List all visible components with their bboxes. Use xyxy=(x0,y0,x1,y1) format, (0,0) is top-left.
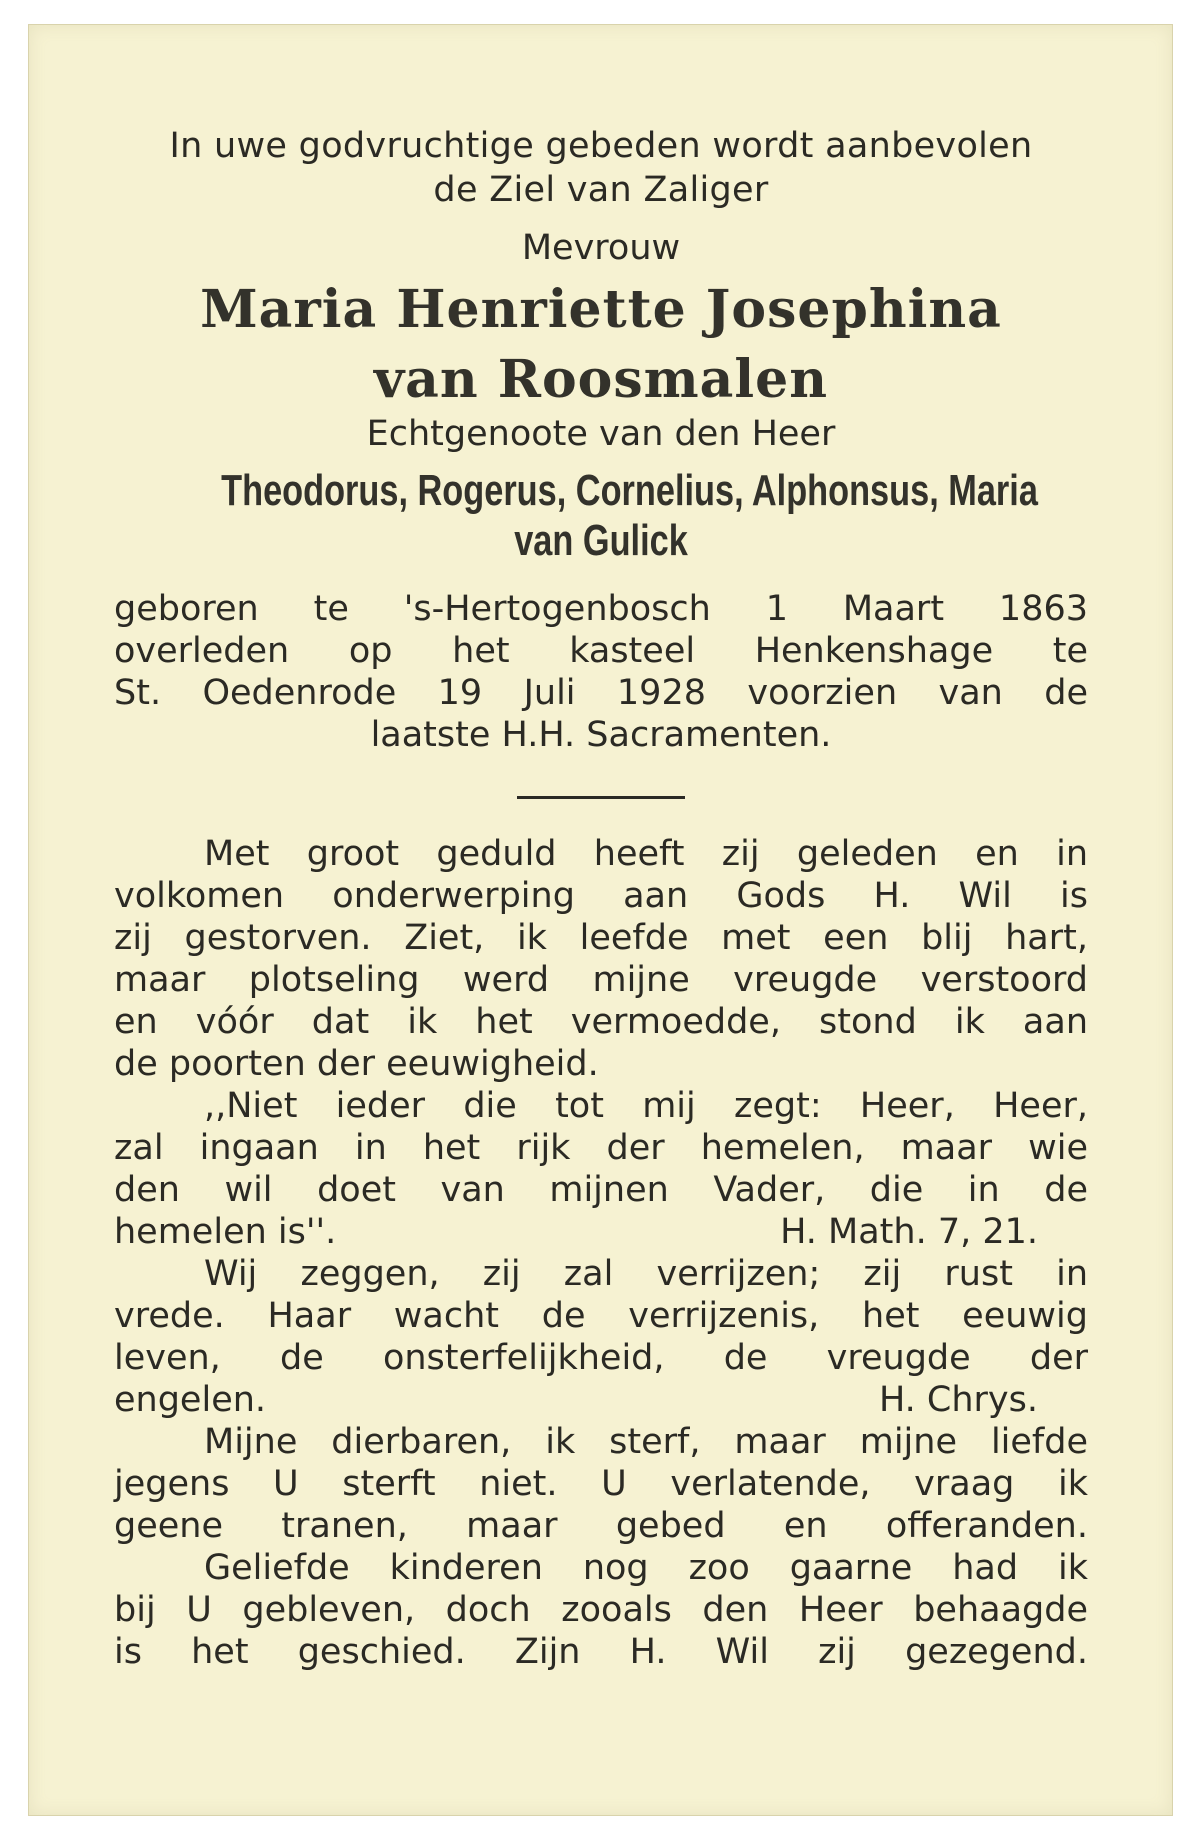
verse-3 xyxy=(114,1253,1088,1421)
verse-line: jegens U sterft niet. U verlatende, vraag ik xyxy=(114,1464,1088,1504)
spouse-name-line-2: van Gulick xyxy=(514,516,688,565)
verse-line: ,,Niet ieder die tot mij zegt: Heer, Heer, xyxy=(204,1086,1088,1126)
header-line-2: de Ziel van Zaliger xyxy=(433,170,769,210)
deceased-name-line-1: Maria Henriette Josephina xyxy=(200,279,1002,340)
spouse-intro: Echtgenoote van den Heer xyxy=(366,414,836,454)
card-content xyxy=(114,124,1088,1673)
verse-line: de poorten der eeuwigheid. xyxy=(114,1044,599,1084)
vital-line: geboren te 's-Hertogenbosch 1 Maart 1863 xyxy=(114,589,1088,629)
deceased-name-line-2: van Roosmalen xyxy=(373,349,829,410)
verse-line: Geliefde kinderen nog zoo gaarne had ik xyxy=(204,1548,1088,1588)
prayer-card xyxy=(28,24,1173,1816)
header-line-1: In uwe godvruchtige gebeden wordt aanbevolen xyxy=(169,126,1033,166)
verse-line: Mijne dierbaren, ik sterf, maar mijne liefde xyxy=(204,1422,1088,1462)
verse-line: leven, de onsterfelijkheid, de vreugde der xyxy=(114,1338,1088,1378)
vital-line: laatste H.H. Sacramenten. xyxy=(370,715,832,755)
verse-line: geene tranen, maar gebed en offeranden. xyxy=(114,1506,1088,1546)
verse-2 xyxy=(114,1085,1088,1253)
verse-4 xyxy=(114,1421,1088,1547)
verse-line: is het geschied. Zijn H. Wil zij gezegend. xyxy=(114,1632,1088,1672)
verse-line: hemelen is''. xyxy=(114,1212,337,1252)
verse-line: Met groot geduld heeft zij geleden en in xyxy=(204,834,1088,874)
verse-line: zij gestorven. Ziet, ik leefde met een blij hart, xyxy=(114,918,1088,958)
scripture-reference: H. Math. 7, 21. xyxy=(780,1212,1038,1252)
verse-line: bij U gebleven, doch zooals den Heer behaagde xyxy=(114,1590,1088,1630)
divider-rule xyxy=(517,796,685,799)
verse-1 xyxy=(114,833,1088,1085)
verse-line: engelen. xyxy=(114,1380,267,1420)
verse-5 xyxy=(114,1547,1088,1673)
verse-line: den wil doet van mijnen Vader, die in de xyxy=(114,1170,1088,1210)
scripture-reference: H. Chrys. xyxy=(878,1380,1038,1420)
verse-line: maar plotseling werd mijne vreugde verstoord xyxy=(114,960,1088,1000)
verse-line: zal ingaan in het rijk der hemelen, maar wie xyxy=(114,1128,1088,1168)
vital-line: overleden op het kasteel Henkenshage te xyxy=(114,631,1088,671)
verse-line: vrede. Haar wacht de verrijzenis, het eeuwig xyxy=(114,1296,1088,1336)
verse-line: volkomen onderwerping aan Gods H. Wil is xyxy=(114,876,1088,916)
verse-line: Wij zeggen, zij zal verrijzen; zij rust in xyxy=(204,1254,1088,1294)
honorific-title: Mevrouw xyxy=(521,228,681,268)
vital-record xyxy=(114,588,1088,756)
verse-line-with-reference xyxy=(114,1211,1088,1253)
verse-line-with-reference xyxy=(114,1379,1088,1421)
verse-line: en vóór dat ik het vermoedde, stond ik aan xyxy=(114,1002,1088,1042)
spouse-name-line-1: Theodorus, Rogerus, Cornelius, Alphonsus, Maria xyxy=(221,466,1038,515)
vital-line: St. Oedenrode 19 Juli 1928 voorzien van de xyxy=(114,673,1088,713)
